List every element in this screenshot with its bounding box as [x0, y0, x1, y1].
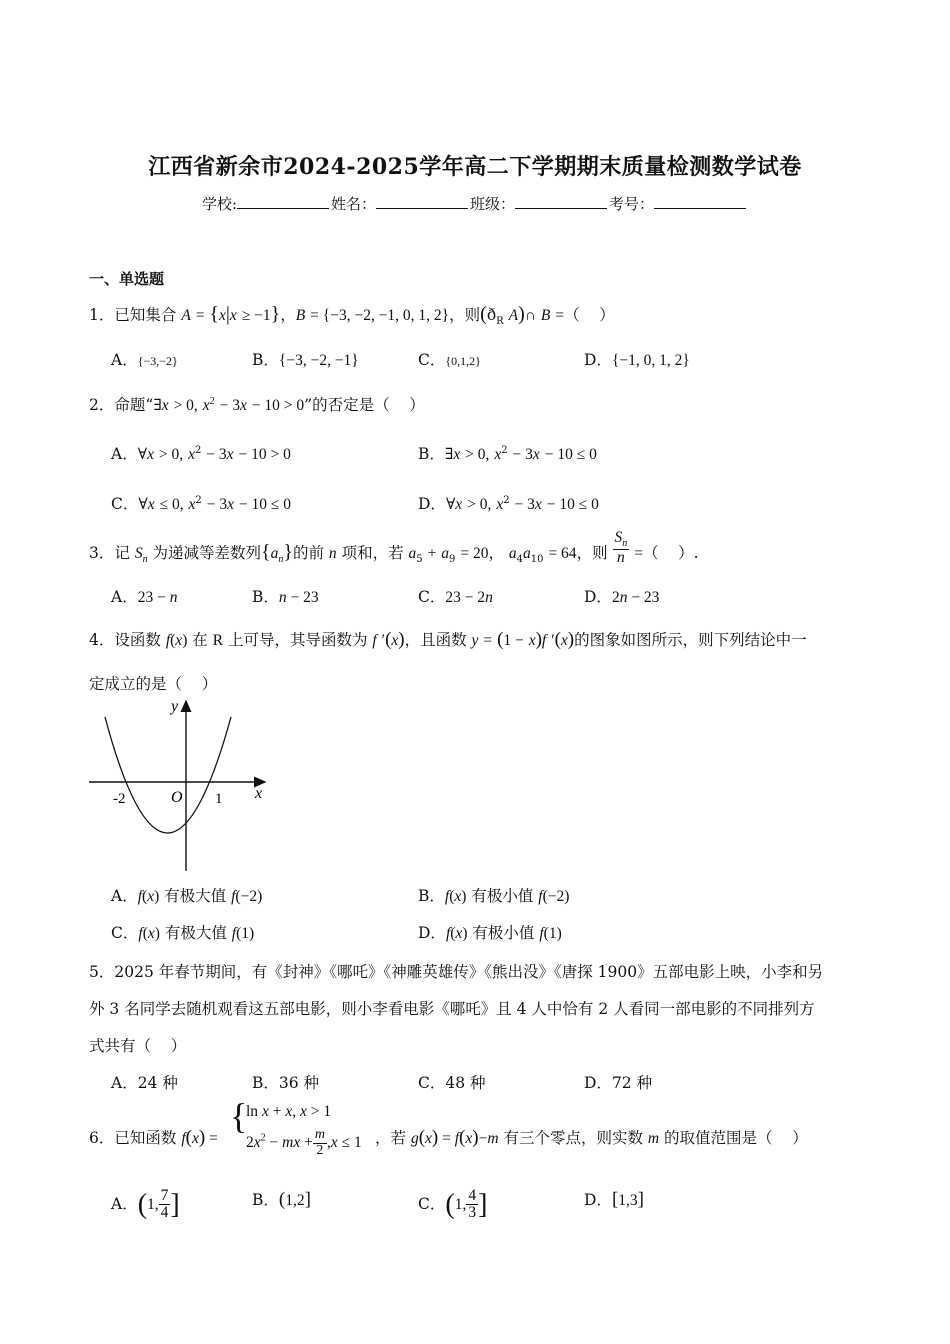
question-5-line-3: 式共有（ ） [89, 1037, 187, 1055]
question-6-lead: 6．已知函数 f(x) = [89, 1127, 218, 1148]
q3-option-a[interactable]: A．23 − n [111, 588, 178, 606]
q1-option-b[interactable]: B．{−3, −2, −1} [252, 351, 359, 369]
q6-option-d[interactable]: D．[1,3] [584, 1189, 644, 1210]
q1-option-d[interactable]: D．{−1, 0, 1, 2} [584, 351, 690, 369]
origin-label: O [171, 789, 183, 806]
question-3: 3．记 $S_n$ 为递减等差数列$\{a_n\}$的前 n 项和，若 $a_5 + a_9 = 20$， $a_4a_{10} = 64$，则 $\frac{S_n}{n}$ =（ ）. [89, 528, 699, 567]
q5-option-c[interactable]: C．48 种 [418, 1074, 486, 1092]
question-1-render: 1．已知集合 A = {x|x ≥ −1}，B = {−3, −2, −1, 0, 1, 2}，则($ð_R$ A)∩ B =（ ） [89, 303, 615, 328]
class-label: 班级： [470, 195, 516, 213]
class-blank[interactable] [515, 194, 607, 209]
tick-label-right: 1 [215, 791, 223, 807]
name-blank[interactable] [376, 194, 468, 209]
q2-option-c[interactable]: C．∀x ≤ 0, $x^2 - 3x - 10 \le 0$ [111, 494, 292, 513]
q2-option-a[interactable]: A．∀x > 0, $x^2 - 3x - 10 > 0$ [111, 444, 291, 463]
q6-option-a[interactable]: A．(1, $\frac{7}{4}$ ] [111, 1187, 180, 1222]
school-label: 学校: [201, 195, 237, 213]
piecewise-case-1: ln x + x, x > 1 [246, 1103, 332, 1120]
q2-option-d[interactable]: D．∀x > 0, $x^2 - 3x - 10 \le 0$ [418, 494, 599, 513]
q4-option-a[interactable]: A．f(x) 有极大值 f(−2) [111, 887, 263, 905]
page-title: 江西省新余市2024-2025学年高二下学期期末质量检测数学试卷 [148, 154, 802, 180]
name-label: 姓名： [331, 195, 377, 213]
q2-option-b[interactable]: B．∃x > 0, $x^2 - 3x - 10 \le 0$ [418, 444, 597, 463]
question-6-tail: ，若 g(x) = f(x)−m 有三个零点，则实数 m 的取值范围是（ ） [375, 1127, 808, 1148]
school-blank[interactable] [237, 194, 329, 209]
exam-no-blank[interactable] [654, 194, 746, 209]
q1-option-a[interactable]: A．{−3,−2} [111, 351, 178, 369]
q1-option-c[interactable]: C．{0,1,2} [418, 351, 481, 369]
question-number: 1． [89, 306, 115, 324]
q3-option-c[interactable]: C．23 − 2n [418, 588, 493, 606]
question-5-line-2: 外 3 名同学去随机观看这五部电影，则小李看电影《哪吒》且 4 人中恰有 2 人看同一部电影的不同排列方 [89, 1000, 815, 1018]
q6-option-c[interactable]: C．(1, $\frac{4}{3}$ ] [418, 1187, 488, 1222]
q4-option-c[interactable]: C．f(x) 有极大值 f(1) [111, 924, 255, 942]
question-5-line-1: 5．2025 年春节期间，有《封神》《哪吒》《神雕英雄传》《熊出没》《唐探 1900》五部电影上映，小李和另 [89, 963, 824, 981]
q4-option-d[interactable]: D．f(x) 有极小值 f(1) [418, 924, 562, 942]
student-info-line [0, 193, 950, 214]
question-2: 2．命题“∃x > 0, $x^2 - 3x - 10 > 0$”的否定是（ ） [89, 395, 425, 414]
x-axis-label: x [255, 785, 263, 802]
section-title: 一、单选题 [89, 270, 165, 288]
q5-option-a[interactable]: A．24 种 [111, 1074, 178, 1092]
y-axis-label: y [171, 698, 179, 715]
q5-option-b[interactable]: B．36 种 [252, 1074, 320, 1092]
exam-no-label: 考号： [609, 195, 655, 213]
piecewise-brace: { [230, 1096, 248, 1136]
q6-option-b[interactable]: B．(1,2] [252, 1189, 311, 1210]
q5-option-d[interactable]: D．72 种 [584, 1074, 653, 1092]
piecewise-case-2: $2x^2$ − mx + $\frac{m}{2}$ ,x ≤ 1 [246, 1127, 362, 1158]
question-4-line-2: 定成立的是（ ） [89, 675, 218, 693]
q3-option-d[interactable]: D．2n − 23 [584, 588, 660, 606]
q4-graph [85, 695, 275, 877]
parabola-curve [105, 717, 231, 833]
q3-option-b[interactable]: B．n − 23 [252, 588, 319, 606]
q4-option-b[interactable]: B．f(x) 有极小值 f(−2) [418, 887, 570, 905]
question-4: 4．设函数 f(x) 在 R 上可导，其导函数为 f ′(x)，且函数 y = (1 − x)f ′(x)的图象如图所示，则下列结论中一 [89, 629, 807, 650]
tick-label-left: -2 [113, 791, 126, 807]
